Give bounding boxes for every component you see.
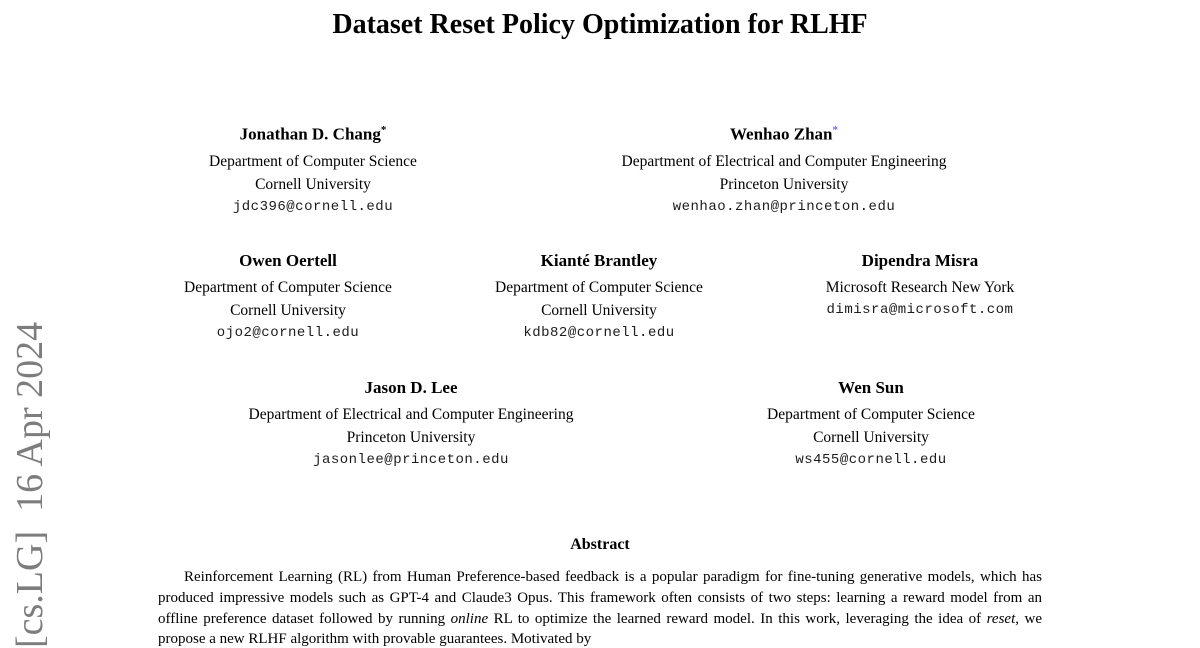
footnote-asterisk: * [832,124,838,136]
author-affiliation: Department of Electrical and Computer Engineering [621,152,947,170]
author-name: Kianté Brantley [540,251,658,270]
page-title: Dataset Reset Policy Optimization for RLHF [332,9,868,40]
author-affiliation: Department of Computer Science [184,279,392,296]
author-name: Jason D. Lee [364,378,458,397]
author-affiliation: Cornell University [230,302,346,319]
author-email: wenhao.zhan@princeton.edu [672,198,896,215]
author-email: ws455@cornell.edu [795,452,947,468]
author-email: dimisra@microsoft.com [826,302,1014,318]
author-email: jdc396@cornell.edu [232,198,394,215]
author-name: Owen Oertell [239,251,337,270]
author-block-sun [631,376,1111,472]
author-block-zhan [544,118,1024,219]
author-email: jasonlee@princeton.edu [313,452,509,468]
author-email: kdb82@cornell.edu [523,325,675,341]
author-affiliation: Department of Computer Science [767,406,975,423]
author-affiliation: Cornell University [813,429,929,446]
author-name: Dipendra Misra [861,251,979,270]
author-email: ojo2@cornell.edu [216,325,360,341]
author-affiliation: Microsoft Research New York [825,279,1015,296]
author-name: Wenhao Zhan* [729,124,838,144]
author-block-lee [171,376,651,472]
author-affiliation: Department of Computer Science [495,279,703,296]
author-affiliation: Princeton University [346,429,476,446]
arxiv-watermark: [cs.LG] 16 Apr 2024 [9,321,51,648]
author-affiliation: Department of Computer Science [209,152,417,170]
author-name: Wen Sun [838,378,904,397]
abstract-heading: Abstract [570,536,630,553]
abstract-paragraph: Reinforcement Learning (RL) from Human Preference-based feedback is a popular paradigm for fine-tuning generative models, which has produced impressive models such as GPT-4 and Claude3 Opus. This framework often consists of two steps: learning a reward model from an offline preference dataset followed by running online RL to optimize the learned reward model. In this work, leveraging the idea of reset, we propose a new RLHF algorithm with provable guarantees. Motivated by [158,569,1042,648]
author-block-misra [680,249,1160,322]
author-affiliation: Cornell University [541,302,657,319]
author-block-chang [73,118,553,219]
author-name: Jonathan D. Chang* [239,124,387,144]
author-affiliation: Department of Electrical and Computer Engineering [248,406,574,423]
author-affiliation: Princeton University [719,175,849,193]
author-affiliation: Cornell University [255,175,371,193]
footnote-asterisk: * [380,124,387,136]
